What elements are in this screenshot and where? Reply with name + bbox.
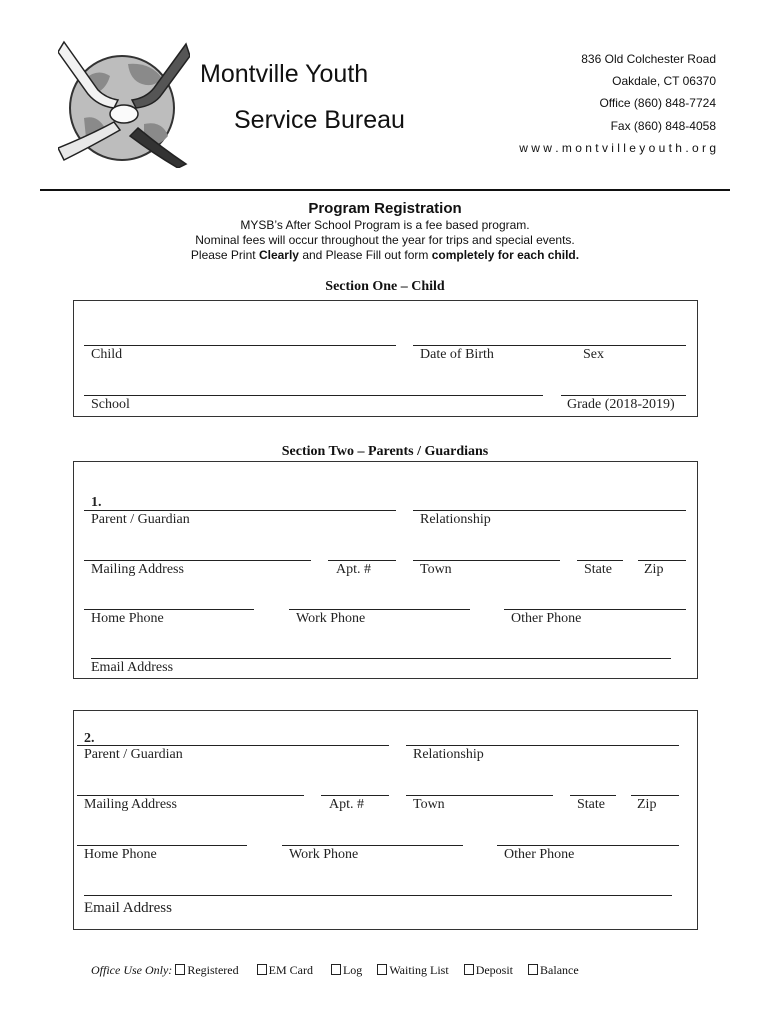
grade-field[interactable]: [561, 395, 686, 396]
guardian-2-zip-field[interactable]: [631, 795, 679, 796]
guardian-2-box: [73, 710, 698, 930]
office-use-balance[interactable]: Balance: [528, 963, 579, 977]
city-state-zip: Oakdale, CT 06370: [612, 74, 716, 88]
office-phone: Office (860) 848-7724: [599, 96, 716, 110]
child-field[interactable]: [84, 345, 396, 346]
guardian-1-apt-field[interactable]: [328, 560, 396, 561]
guardian-1-home-phone-label: Home Phone: [91, 611, 164, 626]
guardian-2-zip-label: Zip: [637, 797, 657, 812]
fax-phone: Fax (860) 848-4058: [610, 119, 716, 133]
intro-line-3-c: and Please Fill out form: [298, 248, 432, 262]
office-use-waiting-list[interactable]: Waiting List: [377, 963, 448, 977]
guardian-2-work-phone-label: Work Phone: [289, 847, 359, 862]
dob-label: Date of Birth: [420, 347, 494, 362]
guardian-2-name-field[interactable]: [77, 745, 389, 746]
guardian-1-town-field[interactable]: [413, 560, 560, 561]
guardian-2-home-phone-field[interactable]: [77, 845, 247, 846]
guardian-2-relationship-field[interactable]: [406, 745, 679, 746]
child-label: Child: [91, 347, 123, 362]
checkbox-icon[interactable]: [528, 964, 538, 975]
form-title: Program Registration: [308, 200, 462, 217]
website: w w w . m o n t v i l l e y o u t h . o r g: [519, 141, 716, 155]
office-use-label: Office Use Only:: [91, 963, 173, 977]
checkbox-icon[interactable]: [464, 964, 474, 975]
logo: [58, 38, 190, 168]
guardian-2-apt-field[interactable]: [321, 795, 389, 796]
guardian-2-number: 2.: [84, 731, 95, 746]
guardian-2-state-label: State: [577, 797, 605, 812]
guardian-2-home-phone-label: Home Phone: [84, 847, 157, 862]
guardian-1-number: 1.: [91, 495, 102, 510]
school-field[interactable]: [84, 395, 543, 396]
checkbox-icon[interactable]: [377, 964, 387, 975]
grade-label: Grade (2018-2019): [567, 397, 675, 412]
office-use-row: [91, 963, 579, 978]
guardian-2-state-field[interactable]: [570, 795, 616, 796]
header-divider: [40, 189, 730, 191]
guardian-1-zip-label: Zip: [644, 562, 664, 577]
guardian-1-name-field[interactable]: [84, 510, 396, 511]
guardian-2-relationship-label: Relationship: [413, 747, 484, 762]
guardian-2-apt-label: Apt. #: [329, 797, 364, 812]
guardian-1-email-field[interactable]: [91, 658, 671, 659]
guardian-1-other-phone-label: Other Phone: [511, 611, 582, 626]
guardian-2-email-label: Email Address: [84, 900, 172, 916]
intro-line-1: MYSB’s After School Program is a fee based program.: [240, 218, 530, 232]
guardian-1-state-label: State: [584, 562, 612, 577]
guardian-1-apt-label: Apt. #: [336, 562, 371, 577]
intro-line-3-d: completely for each child.: [431, 248, 580, 262]
dob-sex-field[interactable]: [413, 345, 686, 346]
office-use-deposit[interactable]: Deposit: [464, 963, 513, 977]
guardian-1-relationship-field[interactable]: [413, 510, 686, 511]
checkbox-icon[interactable]: [175, 964, 185, 975]
guardian-1-mailing-label: Mailing Address: [91, 562, 184, 577]
intro-line-3-a: Please Print: [190, 248, 259, 262]
org-name-line1: Montville Youth: [200, 60, 369, 88]
org-name-line2: Service Bureau: [234, 106, 405, 134]
office-use-em-card[interactable]: EM Card: [257, 963, 313, 977]
guardian-1-work-phone-field[interactable]: [289, 609, 470, 610]
guardian-2-town-field[interactable]: [406, 795, 553, 796]
street-address: 836 Old Colchester Road: [581, 52, 716, 66]
office-use-log[interactable]: Log: [331, 963, 362, 977]
guardian-2-mailing-field[interactable]: [77, 795, 304, 796]
guardian-1-mailing-field[interactable]: [84, 560, 311, 561]
guardian-2-other-phone-label: Other Phone: [504, 847, 575, 862]
guardian-2-town-label: Town: [413, 797, 445, 812]
guardian-2-mailing-label: Mailing Address: [84, 797, 177, 812]
office-use-registered[interactable]: Registered: [175, 963, 238, 977]
section-two-heading: Section Two – Parents / Guardians: [281, 444, 489, 459]
guardian-1-parent-label: Parent / Guardian: [91, 512, 190, 527]
intro-line-3-b: Clearly: [258, 248, 299, 262]
guardian-1-email-label: Email Address: [91, 660, 174, 675]
guardian-2-parent-label: Parent / Guardian: [84, 747, 183, 762]
guardian-2-work-phone-field[interactable]: [282, 845, 463, 846]
guardian-1-home-phone-field[interactable]: [84, 609, 254, 610]
intro-line-3: [0, 248, 770, 262]
guardian-2-email-field[interactable]: [84, 895, 672, 896]
checkbox-icon[interactable]: [331, 964, 341, 975]
guardian-2-other-phone-field[interactable]: [497, 845, 679, 846]
checkbox-icon[interactable]: [257, 964, 267, 975]
section-one-heading: Section One – Child: [325, 279, 445, 294]
guardian-1-state-field[interactable]: [577, 560, 623, 561]
guardian-1-other-phone-field[interactable]: [504, 609, 686, 610]
school-label: School: [91, 397, 130, 412]
guardian-1-town-label: Town: [420, 562, 452, 577]
guardian-1-relationship-label: Relationship: [420, 512, 491, 527]
guardian-1-work-phone-label: Work Phone: [296, 611, 366, 626]
intro-line-2: Nominal fees will occur throughout the year for trips and special events.: [195, 233, 575, 247]
guardian-1-zip-field[interactable]: [638, 560, 686, 561]
sex-label: Sex: [583, 347, 604, 362]
